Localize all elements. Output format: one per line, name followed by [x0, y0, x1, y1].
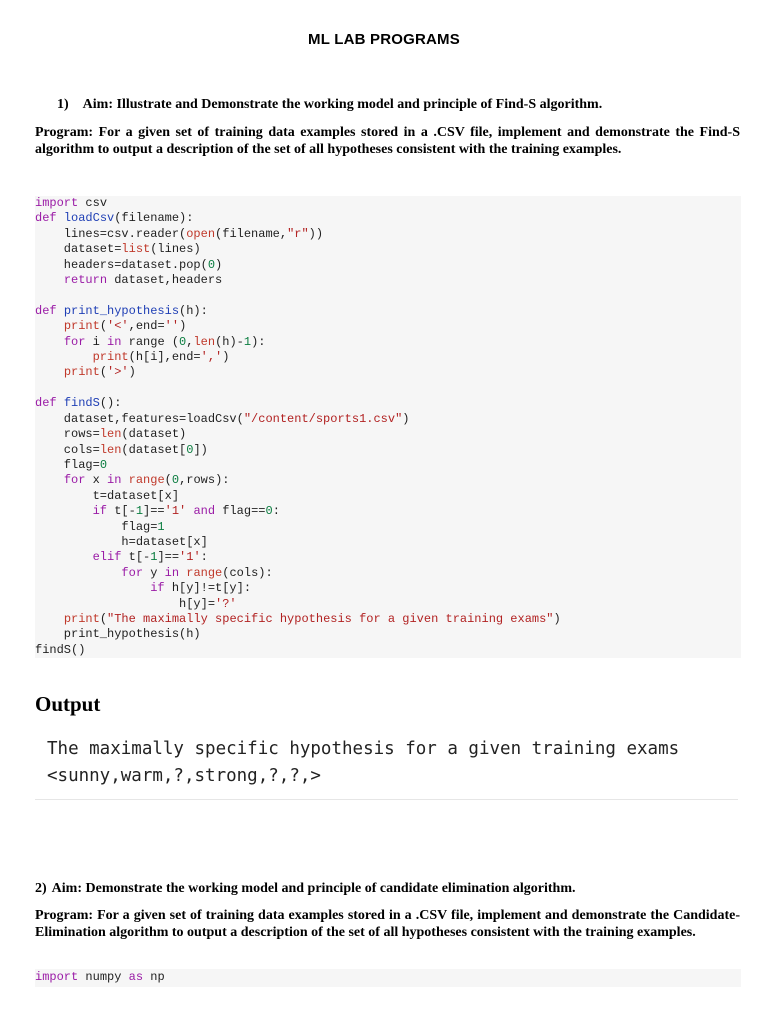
code-line — [35, 227, 323, 241]
code-token — [35, 319, 64, 333]
code-token — [35, 365, 64, 379]
code-token: loadCsv — [63, 211, 115, 226]
code-token: range ( — [121, 334, 180, 349]
code-token: if — [92, 504, 108, 519]
code-token: print — [63, 365, 100, 380]
section-2-program: Program: For a given set of training data examples stored in a .CSV file, implement and demonstrate the Candidate-Elimination algorithm to output a description of the set of all hypotheses consistent with the training examples. — [35, 908, 740, 940]
code-token — [35, 335, 64, 349]
code-token: 1 — [135, 504, 144, 519]
code-line — [35, 489, 179, 503]
code-token: x — [85, 473, 108, 488]
code-token — [35, 612, 64, 626]
code-token: ) — [179, 319, 187, 334]
code-token: cols= — [35, 442, 100, 457]
code-token: h=dataset[x] — [35, 534, 208, 549]
code-token: h[y]!=t[y]: — [164, 581, 252, 596]
code-token: '>' — [107, 365, 129, 380]
code-token: : — [272, 504, 280, 519]
code-token: def — [35, 303, 57, 318]
code-token: 0 — [171, 473, 180, 488]
code-token — [35, 581, 150, 595]
code-token: t[- — [107, 504, 136, 519]
code-token: flag== — [215, 504, 266, 519]
code-block-candidate-elimination — [35, 969, 741, 987]
section-1-program: Program: For a given set of training data examples stored in a .CSV file, implement and demonstrate the Find-S algorithm to output a description of the set of all hypotheses consistent with the training examples. — [35, 125, 740, 157]
code-token: h[y]= — [35, 596, 216, 611]
code-token: 1 — [157, 519, 165, 534]
code-line — [35, 396, 121, 410]
output-line-2: <sunny,warm,?,strong,?,?,> — [47, 766, 321, 786]
output-box — [35, 728, 738, 800]
code-lines — [35, 970, 165, 985]
code-token: rows= — [35, 427, 100, 442]
code-token — [35, 504, 93, 518]
code-token: dataset,features=loadCsv( — [35, 411, 244, 426]
code-line — [35, 566, 273, 580]
code-token: (h[i],end= — [128, 350, 201, 365]
code-token: 0 — [265, 504, 273, 519]
code-token: 0 — [207, 257, 216, 272]
code-token: dataset,headers — [107, 273, 223, 288]
code-token: def — [35, 211, 57, 226]
code-line — [35, 597, 237, 611]
code-token: dataset= — [35, 242, 122, 257]
code-token — [57, 304, 64, 318]
code-token: print_hypothesis — [63, 303, 180, 318]
code-token: '?' — [215, 596, 237, 611]
code-token: findS — [63, 396, 100, 411]
code-token: 0 — [179, 334, 187, 349]
section-1-number: 1) — [57, 97, 69, 112]
code-token: len — [193, 334, 216, 349]
code-token: return — [63, 273, 108, 288]
code-line — [35, 273, 222, 287]
code-token: numpy — [78, 970, 129, 984]
code-token: range — [186, 565, 223, 580]
code-line — [35, 258, 222, 272]
code-line — [35, 473, 229, 487]
code-line — [35, 242, 201, 256]
code-line — [35, 550, 208, 564]
code-line — [35, 211, 193, 225]
code-token: print_hypothesis(h) — [35, 627, 201, 642]
code-token: and — [193, 504, 216, 519]
code-token: len — [99, 442, 122, 457]
code-token: csv — [78, 196, 108, 210]
code-token: ( — [99, 365, 108, 380]
code-token: : — [200, 550, 208, 565]
code-token: ) — [128, 365, 136, 380]
section-2-aim-text: Aim: Demonstrate the working model and principle of candidate elimination algorithm. — [51, 881, 576, 896]
code-token: "/content/sports1.csv" — [243, 411, 403, 426]
section-1-aim-text: Aim: Illustrate and Demonstrate the working model and principle of Find-S algorithm. — [82, 97, 603, 112]
code-line — [35, 304, 208, 318]
code-token: ( — [99, 611, 108, 626]
code-token: (dataset) — [121, 427, 187, 442]
code-token — [57, 396, 64, 410]
code-token: flag= — [35, 519, 158, 534]
code-line — [35, 643, 85, 657]
code-token: i — [85, 334, 108, 349]
code-token — [35, 550, 93, 564]
code-line — [35, 535, 208, 549]
section-2-number: 2) — [35, 881, 47, 896]
code-token: for — [121, 565, 144, 580]
code-token — [35, 350, 93, 364]
code-token: ]== — [143, 504, 165, 519]
code-token: elif — [92, 550, 122, 565]
page-title: ML LAB PROGRAMS — [308, 31, 460, 48]
code-token: (filename, — [215, 226, 288, 241]
code-token: ( — [164, 473, 172, 488]
code-token: ,rows): — [179, 473, 230, 488]
section-2-aim — [35, 880, 575, 897]
code-token: (h)- — [215, 334, 244, 349]
code-token: 1 — [243, 334, 252, 349]
code-token — [57, 211, 64, 225]
code-line — [35, 504, 280, 518]
code-token: len — [99, 427, 122, 442]
code-token: list — [121, 242, 151, 257]
code-line — [35, 458, 107, 472]
code-token: np — [143, 970, 165, 984]
code-token: 0 — [99, 457, 108, 472]
code-token: ]== — [157, 550, 180, 565]
code-token: '1' — [179, 550, 201, 565]
code-token: import — [35, 196, 79, 210]
output-line-1: The maximally specific hypothesis for a given training exams — [47, 739, 680, 759]
code-token: "r" — [287, 226, 309, 241]
code-token: findS() — [35, 642, 86, 657]
code-token: ): — [251, 334, 266, 349]
code-token: , — [186, 334, 194, 349]
code-token: flag= — [35, 457, 100, 472]
code-token: '1' — [164, 504, 187, 519]
code-token: import — [35, 970, 79, 984]
code-token: as — [128, 970, 144, 984]
code-token: 0 — [186, 442, 194, 457]
code-line — [35, 627, 201, 641]
code-line — [35, 970, 165, 984]
code-token: y — [143, 565, 165, 580]
code-block-find-s — [35, 196, 741, 658]
code-token: for — [63, 334, 86, 349]
code-token — [35, 566, 121, 580]
code-token: 1 — [150, 550, 158, 565]
code-line — [35, 319, 186, 333]
code-token: (cols): — [222, 565, 273, 580]
code-token: ( — [99, 319, 108, 334]
code-token: '' — [164, 319, 180, 334]
code-token: in — [164, 565, 180, 580]
code-line — [35, 427, 186, 441]
code-token: for — [63, 473, 86, 488]
code-token: def — [35, 396, 57, 411]
code-line — [35, 443, 208, 457]
output-text — [35, 728, 738, 790]
code-token — [35, 473, 64, 487]
code-token: )) — [308, 226, 324, 241]
code-lines — [35, 196, 561, 658]
code-token — [35, 273, 64, 287]
code-token: t=dataset[x] — [35, 488, 180, 503]
code-token: (filename): — [114, 211, 194, 226]
code-line — [35, 335, 265, 349]
code-token: print — [92, 350, 129, 365]
code-token — [121, 473, 128, 487]
code-line — [35, 612, 561, 626]
code-token: t[- — [121, 550, 151, 565]
section-1-aim — [57, 96, 602, 113]
code-token: print — [63, 611, 100, 626]
code-line — [35, 520, 165, 534]
code-token: range — [128, 473, 165, 488]
code-token: ) — [553, 611, 561, 626]
code-token: headers=dataset.pop( — [35, 257, 208, 272]
code-line — [35, 350, 229, 364]
code-token: "The maximally specific hypothesis for a given training exams" — [107, 611, 554, 626]
code-token: ) — [215, 257, 223, 272]
code-line — [35, 581, 251, 595]
code-token: in — [107, 473, 122, 488]
code-token: '<' — [107, 319, 129, 334]
code-line — [35, 365, 136, 379]
code-line — [35, 196, 107, 210]
code-token: ) — [402, 411, 410, 426]
code-token: ,end= — [128, 319, 165, 334]
code-token: (lines) — [150, 242, 201, 257]
code-token: (h): — [179, 303, 208, 318]
code-token: if — [150, 581, 165, 596]
code-token: lines=csv.reader( — [35, 226, 187, 241]
code-token: open — [186, 226, 216, 241]
code-line — [35, 412, 409, 426]
code-token: ]) — [193, 442, 208, 457]
code-token: ',' — [200, 350, 223, 365]
code-token: ) — [222, 350, 230, 365]
code-token: (): — [99, 396, 122, 411]
code-token: in — [107, 334, 122, 349]
code-token: (dataset[ — [121, 442, 187, 457]
output-heading: Output — [35, 692, 101, 716]
code-token: print — [63, 319, 100, 334]
